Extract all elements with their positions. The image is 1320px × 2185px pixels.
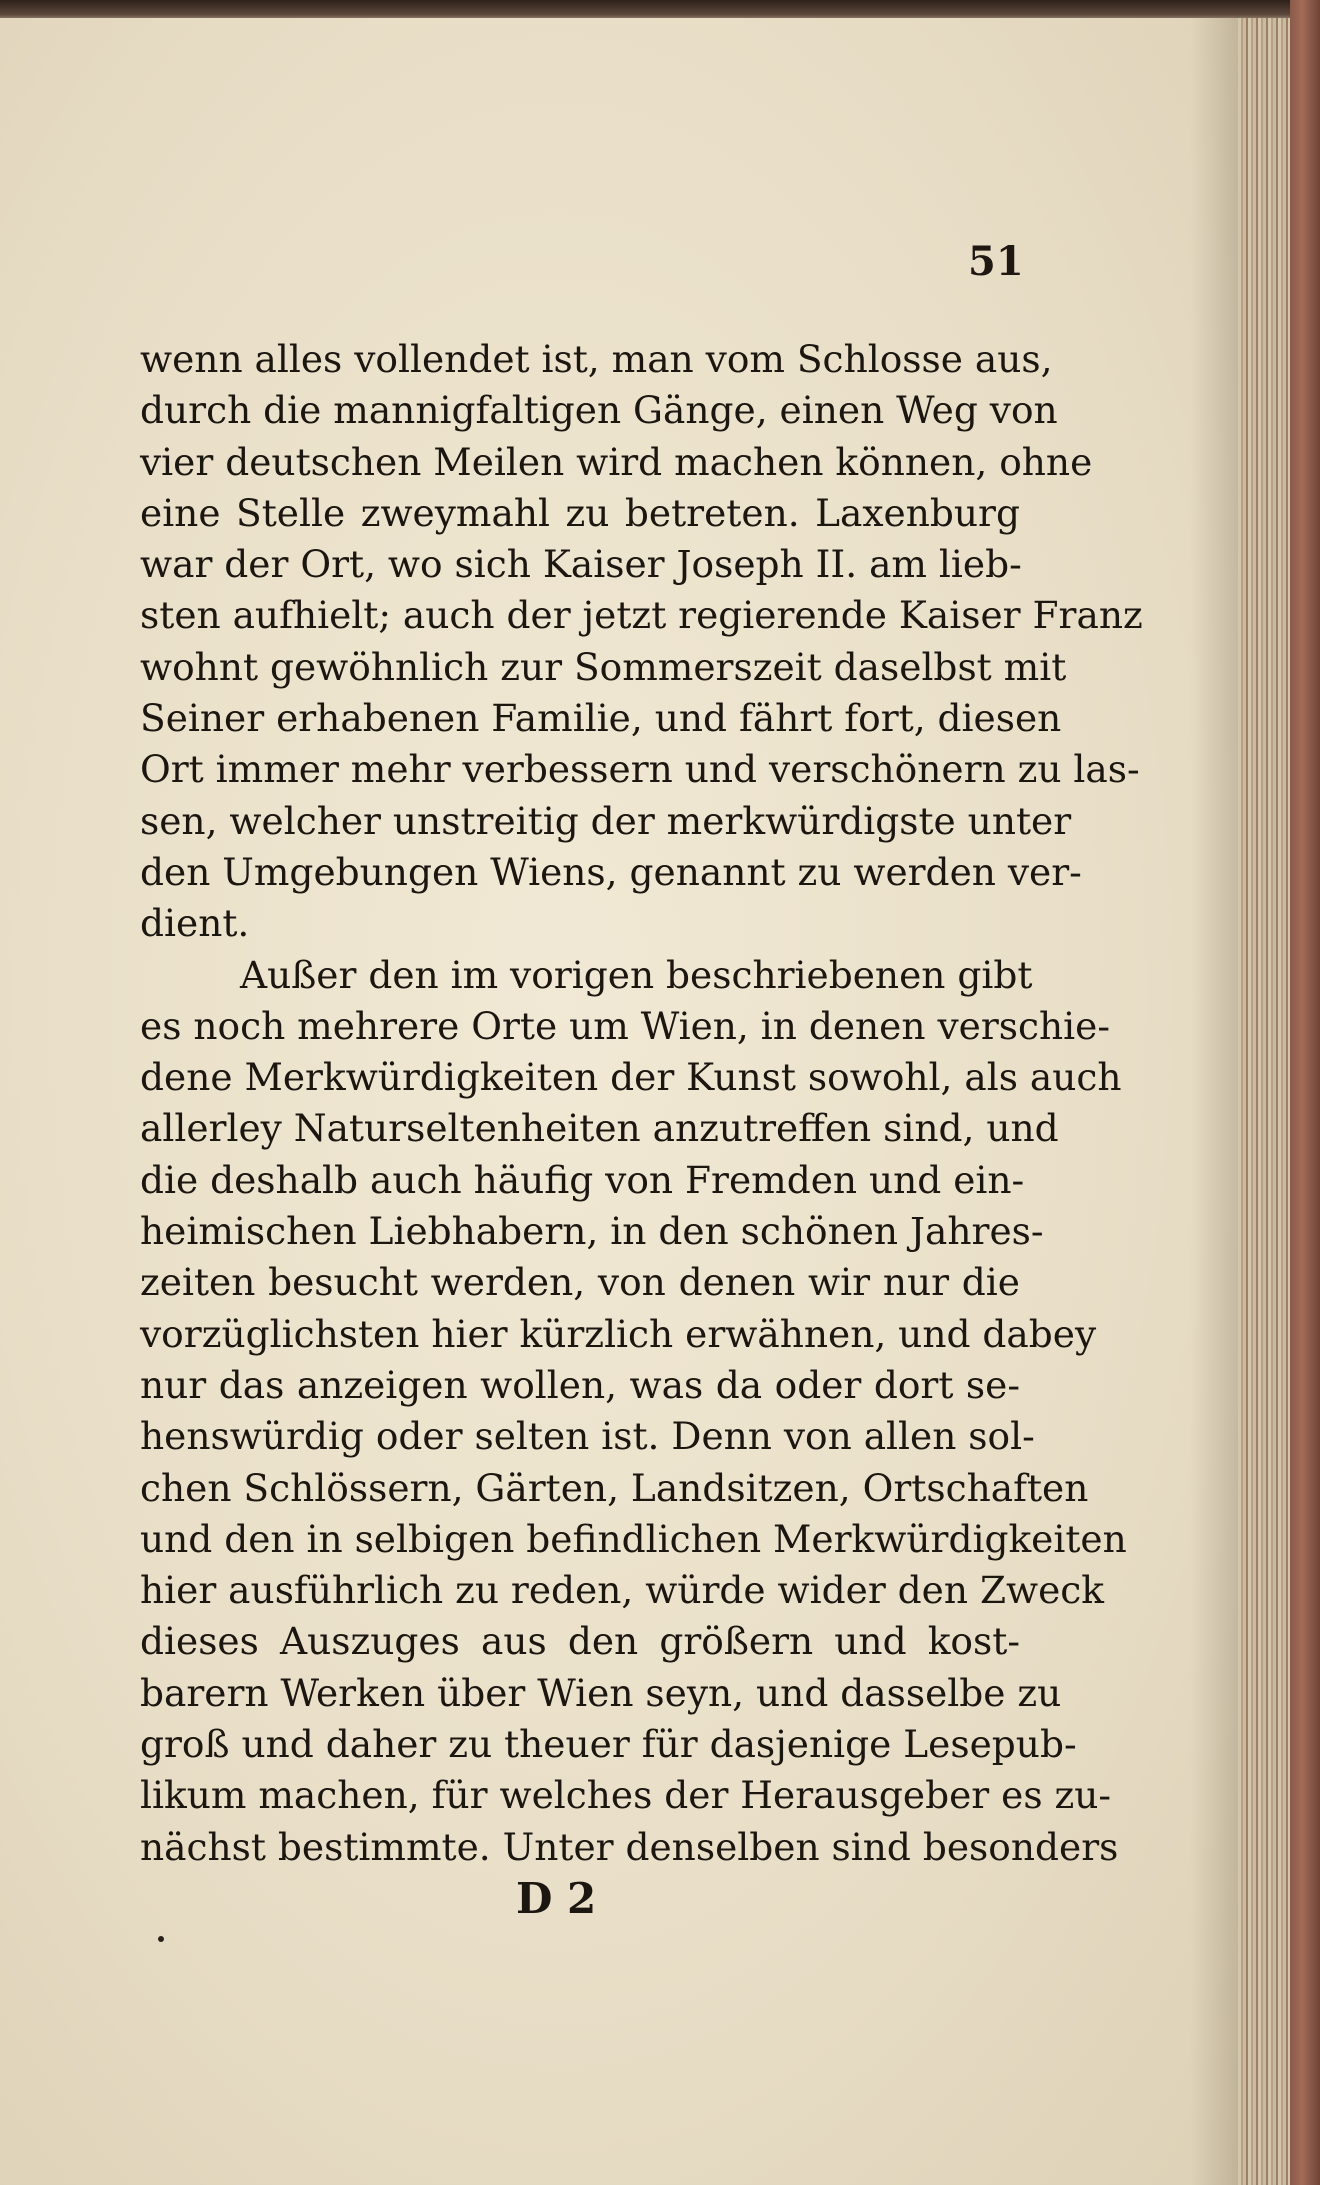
signature-mark: D 2 xyxy=(516,1874,597,1923)
text-line: Seiner erhabenen Familie, und fährt fort, diesen xyxy=(140,696,1062,741)
ink-dot xyxy=(158,1936,164,1942)
text-line: dene Merkwürdigkeiten der Kunst sowohl, als auch xyxy=(140,1055,1122,1100)
text-line: den Umgebungen Wiens, genannt zu werden ver- xyxy=(140,849,1082,894)
text-line: nächst bestimmte. Unter denselben sind besonders xyxy=(140,1824,1119,1869)
text-line: zeiten besucht werden, von denen wir nur die xyxy=(140,1260,1020,1305)
text-line: groß und daher zu theuer für dasjenige Lesepub- xyxy=(140,1722,1077,1767)
text-line: Außer den im vorigen beschriebenen gibt xyxy=(240,952,1033,997)
text-line: heimischen Liebhabern, in den schönen Jahres- xyxy=(140,1209,1044,1254)
text-line: barern Werken über Wien seyn, und dasselbe zu xyxy=(140,1670,1062,1715)
text-line: chen Schlössern, Gärten, Landsitzen, Ortschaften xyxy=(140,1465,1089,1510)
text-line: war der Ort, wo sich Kaiser Joseph II. am lieb- xyxy=(140,542,1022,587)
body-text xyxy=(140,334,1143,1873)
text-line: sten aufhielt; auch der jetzt regierende Kaiser Franz xyxy=(140,593,1143,638)
text-line: wohnt gewöhnlich zur Sommerszeit daselbst mit xyxy=(140,644,1067,689)
text-line: Ort immer mehr verbessern und verschönern zu las- xyxy=(140,747,1140,792)
text-line: vorzüglichsten hier kürzlich erwähnen, und dabey xyxy=(140,1311,1097,1356)
text-line: allerley Naturseltenheiten anzutreffen sind, und xyxy=(140,1106,1059,1151)
book-cover-edge xyxy=(1290,0,1320,2185)
text-line: und den in selbigen befindlichen Merkwürdigkeiten xyxy=(140,1516,1127,1561)
text-line: eine Stelle zweymahl zu betreten. Laxenburg xyxy=(140,490,1020,535)
text-line: likum machen, für welches der Herausgeber es zu- xyxy=(140,1773,1112,1818)
text-line: sen, welcher unstreitig der merkwürdigste unter xyxy=(140,798,1072,843)
paragraph-1 xyxy=(140,334,1143,950)
text-line: es noch mehrere Orte um Wien, in denen verschie- xyxy=(140,1003,1111,1048)
page-number: 51 xyxy=(968,238,1024,285)
text-line: vier deutschen Meilen wird machen können, ohne xyxy=(140,439,1093,484)
text-line: nur das anzeigen wollen, was da oder dort se- xyxy=(140,1362,1020,1407)
page-edge-shadow xyxy=(1190,18,1238,2185)
text-line: durch die mannigfaltigen Gänge, einen Weg von xyxy=(140,388,1058,433)
text-line: hier ausführlich zu reden, würde wider den Zweck xyxy=(140,1568,1105,1613)
text-line: wenn alles vollendet ist, man vom Schlosse aus, xyxy=(140,337,1053,381)
text-line: henswürdig oder selten ist. Denn von allen sol- xyxy=(140,1414,1035,1459)
text-line: dient. xyxy=(140,901,250,946)
paragraph-2 xyxy=(140,950,1127,1873)
text-line: die deshalb auch häufig von Fremden und ein- xyxy=(140,1157,1025,1202)
text-line: dieses Auszuges aus den größern und kost- xyxy=(140,1619,1020,1664)
